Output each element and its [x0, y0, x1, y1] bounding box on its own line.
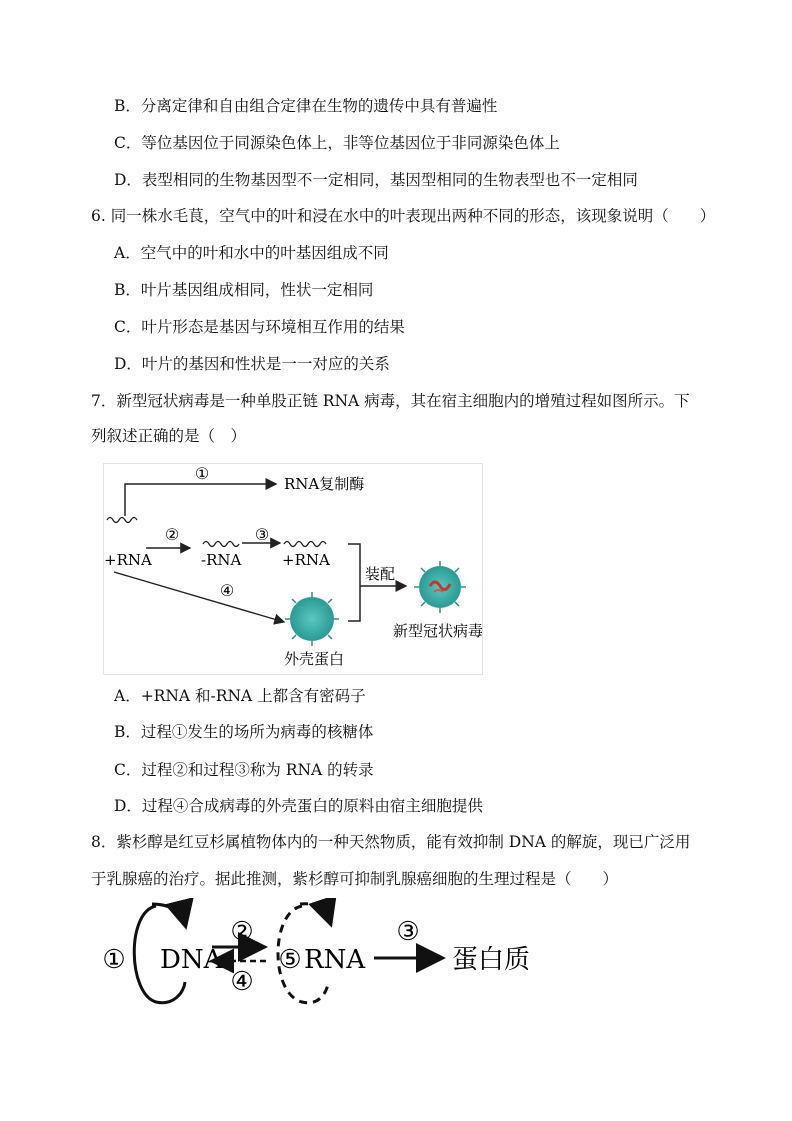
coronavirus-icon: [414, 561, 466, 613]
dna-label: DNA: [160, 945, 223, 975]
plus-rna-left-label: +RNA: [104, 551, 152, 569]
rna-replication-number: ⑤: [278, 945, 302, 975]
transcription-label: ②: [230, 917, 254, 947]
step1-label: ①: [194, 464, 210, 483]
q6-option-b: B．叶片基因组成相同，性状一定相同: [114, 281, 374, 299]
plus-rna-right-label: +RNA: [282, 551, 330, 569]
replication-label: ①: [102, 945, 126, 975]
step2-label: ②: [164, 525, 180, 544]
step3-label: ③: [254, 525, 270, 544]
virus-replication-diagram: [103, 463, 483, 675]
q8-stem-line1: 8．紫杉醇是红豆杉属植物体内的一种天然物质，能有效抑制 DNA 的解旋，现已广泛用: [91, 833, 691, 851]
virus-label: 新型冠状病毒: [393, 622, 482, 640]
protein-label: 蛋白质: [452, 945, 531, 975]
plus-rna-strand-right: [284, 542, 326, 547]
q5-option-d: D．表型相同的生物基因型不一定相同，基因型相同的生物表型也不一定相同: [114, 171, 638, 189]
q8-stem-line2: 于乳腺癌的治疗。据此推测，紫杉醇可抑制乳腺癌细胞的生理过程是（ ）: [91, 870, 619, 888]
assembly-label: 装配: [365, 565, 396, 583]
q7-stem-line2: 列叙述正确的是（ ）: [91, 427, 247, 445]
minus-rna-label: -RNA: [201, 551, 242, 569]
q6-option-a: A．空气中的叶和水中的叶基因组成不同: [114, 244, 389, 262]
capsid-protein-icon: [285, 592, 339, 646]
q5-option-c: C．等位基因位于同源染色体上，非等位基因位于非同源染色体上: [114, 134, 560, 152]
rna-label: RNA: [304, 945, 366, 975]
q7-option-d: D．过程④合成病毒的外壳蛋白的原料由宿主细胞提供: [114, 797, 483, 815]
plus-rna-strand-left: [107, 518, 137, 523]
q7-option-a: A．+RNA 和-RNA 上都含有密码子: [114, 687, 366, 705]
q6-option-d: D．叶片的基因和性状是一一对应的关系: [114, 355, 390, 373]
reverse-transcription-label: ④: [230, 967, 254, 997]
q7-stem-line1: 7．新型冠状病毒是一种单股正链 RNA 病毒，其在宿主细胞内的增殖过程如图所示。下: [91, 392, 690, 410]
q7-option-c: C．过程②和过程③称为 RNA 的转录: [114, 761, 374, 779]
q7-option-b: B．过程①发生的场所为病毒的核糖体: [114, 723, 374, 741]
replicase-arrow: [125, 484, 276, 516]
step4-label: ④: [219, 581, 235, 600]
q6-stem: 6. 同一株水毛茛，空气中的叶和浸在水中的叶表现出两种不同的形态，该现象说明（ ）: [91, 207, 716, 225]
capsid-protein-label: 外壳蛋白: [284, 650, 345, 668]
translation-label: ③: [396, 917, 420, 947]
q5-option-b: B．分离定律和自由组合定律在生物的遗传中具有普遍性: [114, 97, 498, 115]
minus-rna-strand: [203, 542, 239, 547]
q6-option-c: C．叶片形态是基因与环境相互作用的结果: [114, 318, 405, 336]
central-dogma-diagram: [90, 898, 540, 1008]
rna-replicase-label: RNA复制酶: [284, 475, 365, 493]
